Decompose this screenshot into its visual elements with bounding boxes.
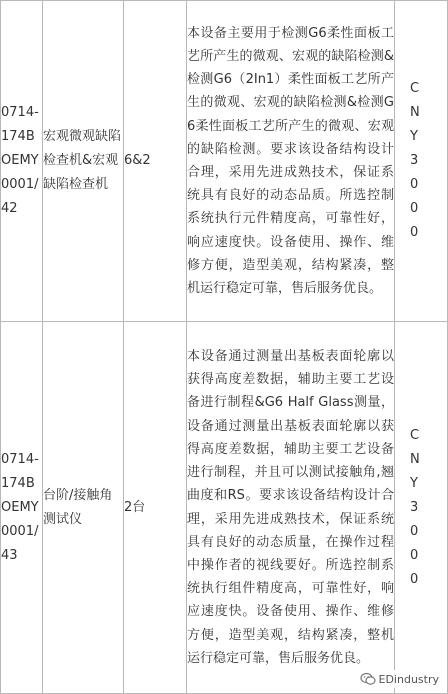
wechat-icon <box>360 671 376 687</box>
table-row <box>1 1 448 322</box>
watermark-text: EDindustry <box>378 672 439 686</box>
description-cell: 本设备主要用于检测G6柔性面板工艺所产生的微观、宏观的缺陷检测&检测G6（2In1）柔性面板工艺所产生的微观、宏观的缺陷检测&检测G6柔性面板工艺所产生的微观、宏观的缺陷检测。要求该设备结构设计合理，采用先进成熟技术，保证系统具有良好的动态品质。所选控制系统执行元件精度高，可靠性好，响应速度快。设备使用、操作、维修方便，造型美观，结构紧凑，整机运行稳定可靠，售后服务优良。 <box>187 1 395 322</box>
item-code-cell: 0714-174BOEMY0001/43 <box>1 322 43 694</box>
currency-cell <box>395 322 448 694</box>
currency-cell <box>395 1 448 322</box>
table-row <box>1 322 448 694</box>
currency-text: CNY3000 <box>410 427 420 587</box>
item-name-cell: 宏观微观缺陷检查机&宏观缺陷检查机 <box>43 1 124 322</box>
item-code-cell: 0714-174BOEMY0001/42 <box>1 1 43 322</box>
item-name-cell: 台阶/接触角测试仪 <box>43 322 124 694</box>
currency-text: CNY3000 <box>410 81 420 240</box>
quantity-cell: 2台 <box>124 322 187 694</box>
description-cell: 本设备通过测量出基板表面轮廓以获得高度差数据，辅助主要工艺设备进行制程&G6 Half Glass测量， 设备通过测量出基板表面轮廓以获得高度差数据，辅助主要工艺设备进行制程，并且可以测试接触角,翘曲度和RS。要求该设备结构设计合理，采用先进成熟技术，保证系统具有良好的动态质量，在操作过程中操作者的视线要好。所选控制系统执行组件精度高，可靠性好，响应速度快。设备使用、操作、维修方便，造型美观，结构紧凑，整机运行稳定可靠，售后服务优良。 <box>187 322 395 694</box>
watermark <box>357 670 442 688</box>
quantity-cell: 6&2 <box>124 1 187 322</box>
